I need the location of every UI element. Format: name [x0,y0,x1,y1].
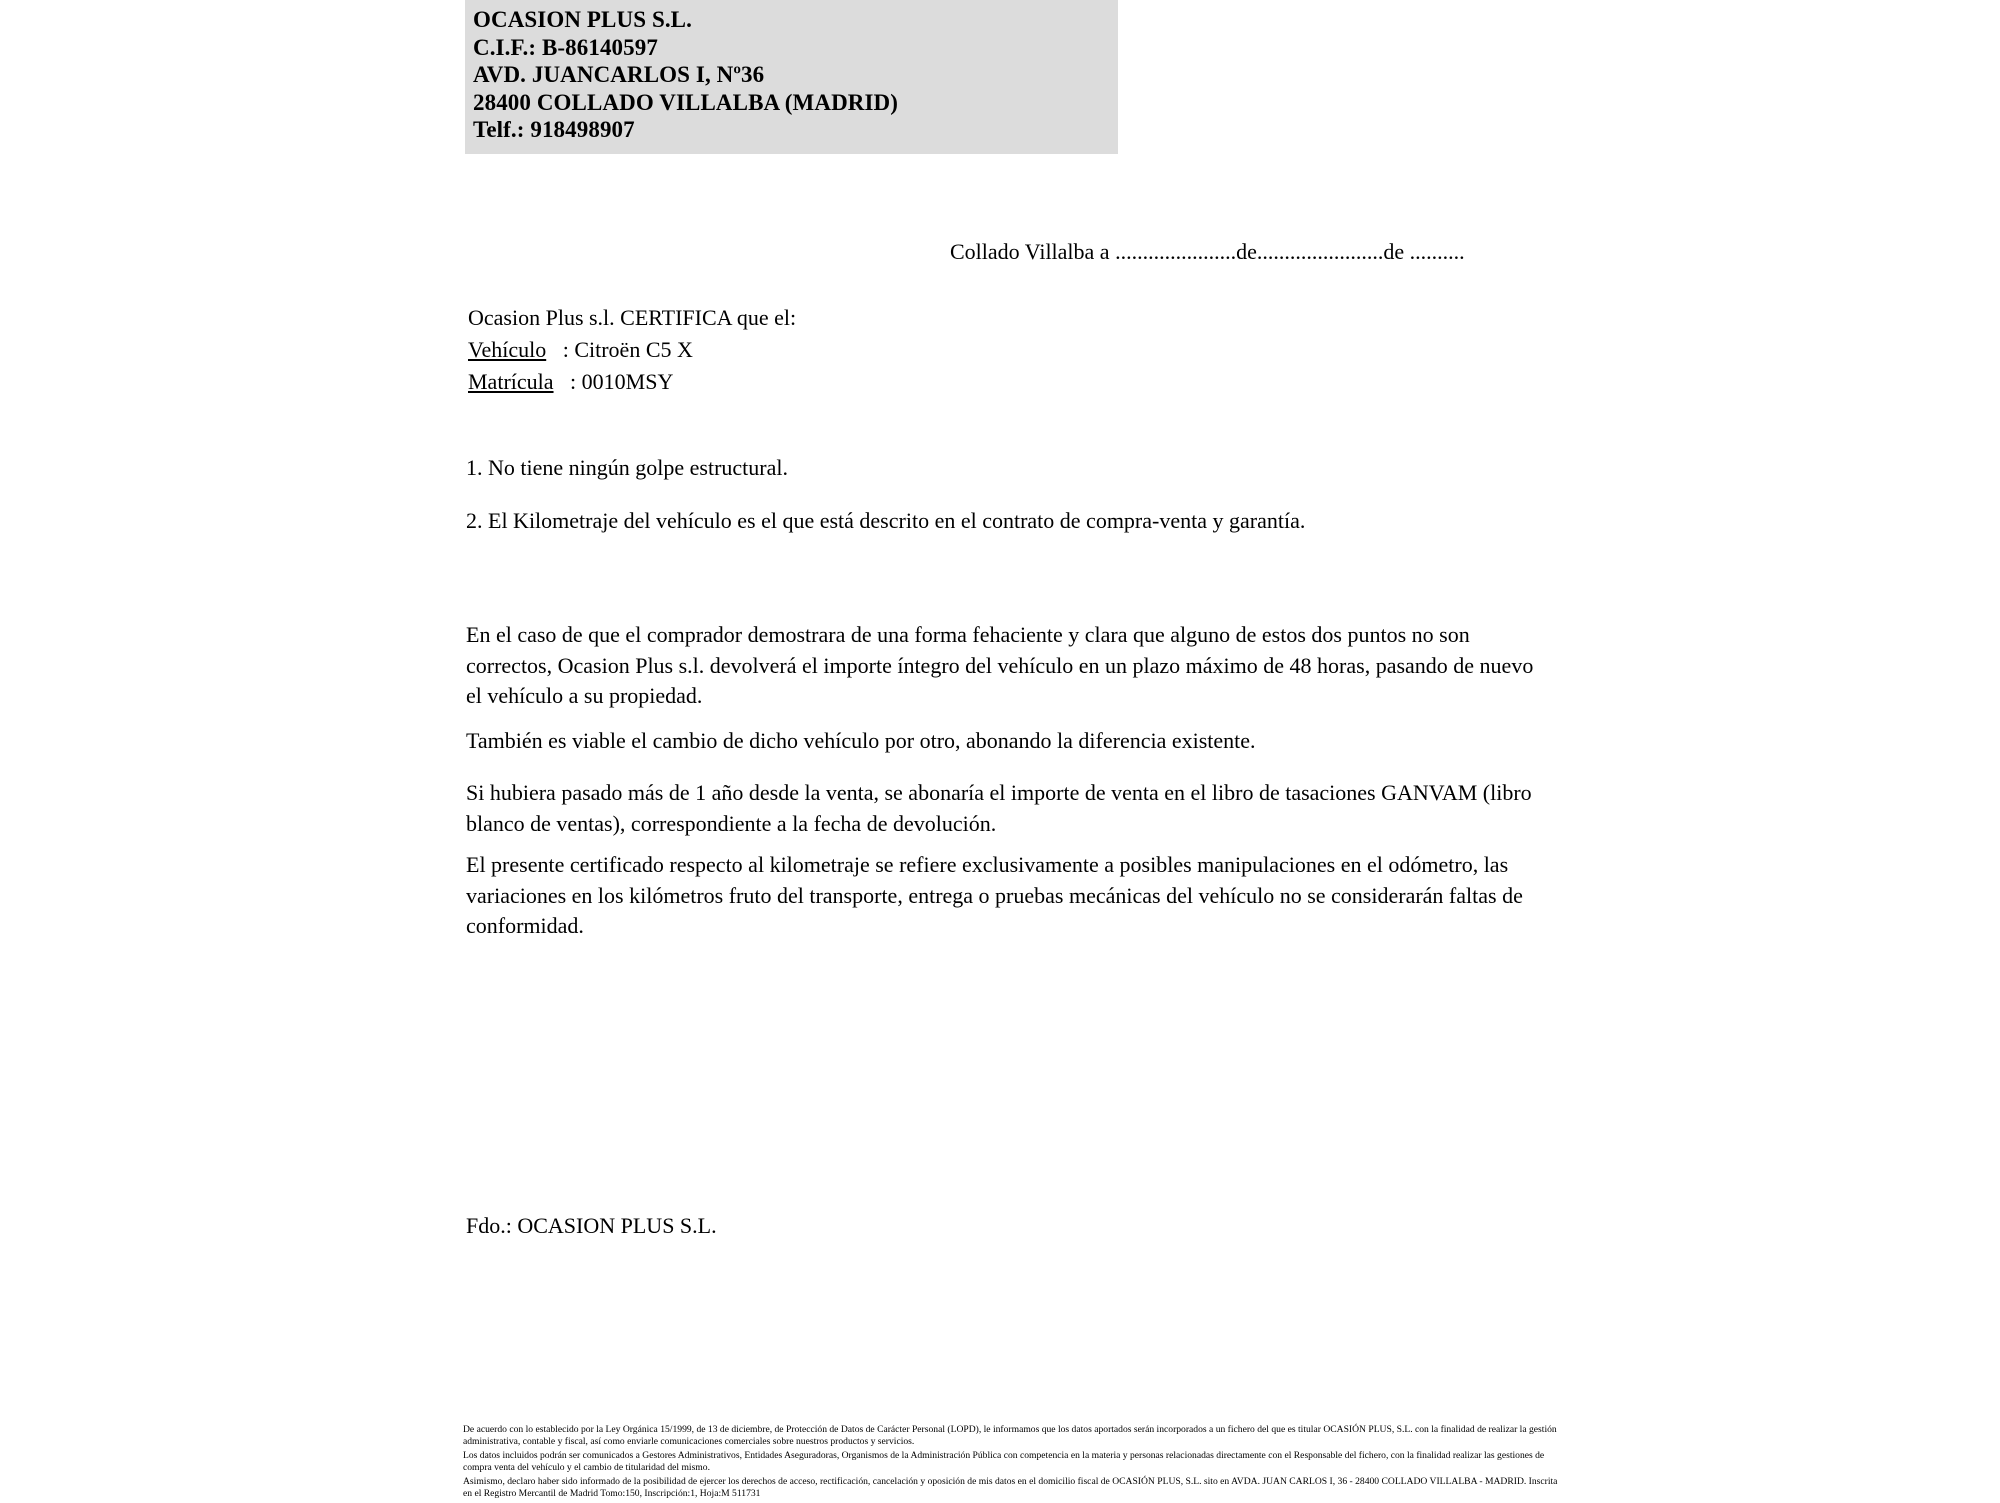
certificate-block [468,302,796,398]
vehicle-value: Citroën C5 X [574,337,693,362]
signature-line: Fdo.: OCASION PLUS S.L. [466,1213,717,1238]
company-street: AVD. JUANCARLOS I, Nº36 [473,62,765,87]
company-name: OCASION PLUS S.L. [473,7,692,32]
vehicle-separator: : [546,337,575,362]
date-line: Collado Villalba a ......................de.......................de .......... [950,239,1465,264]
certificate-intro: Ocasion Plus s.l. CERTIFICA que el: [468,305,797,330]
footer-legal-notice [463,1424,1563,1503]
footer-legal-paragraph-2: Los datos incluidos podrán ser comunicados a Gestores Administrativos, Entidades Aseguradoras, Organismos de la Administración Pública con competencia en la materia y personas relacionadas directamente con el Responsable del fichero, con la finalidad realizar las gestiones de compra venta del vehículo y el cambio de titularidad del mismo. [463,1450,1545,1473]
plate-row [468,366,796,398]
paragraph-exchange-option: También es viable el cambio de dicho vehículo por otro, abonando la diferencia existente. [466,728,1256,753]
paragraph-refund-terms: En el caso de que el comprador demostrara de una forma fehaciente y clara que alguno de estos dos puntos no son correctos, Ocasion Plus s.l. devolverá el importe íntegro del vehículo en un plazo máximo de 48 horas, pasando de nuevo el vehículo a su propiedad. [466,622,1534,708]
vehicle-label: Vehículo [468,337,547,362]
vehicle-row [468,334,796,366]
plate-value: 0010MSY [581,369,674,394]
plate-separator: : [553,369,582,394]
point-item-2: 2. El Kilometraje del vehículo es el que está descrito en el contrato de compra-venta y garantía. [466,508,1306,533]
company-cif: C.I.F.: B-86140597 [473,34,658,60]
footer-legal-paragraph-3: Asimismo, declaro haber sido informado de la posibilidad de ejercer los derechos de acceso, rectificación, cancelación y oposición de mis datos en el domicilio fiscal de OCASIÓN PLUS, S.L. sito en AVDA. JUAN CARLOS I, 36 - 28400 COLLADO VILLALBA - MADRID. Inscrita en el Registro Mercantil de Madrid Tomo:150, Inscripción:1, Hoja:M 511731 [463,1476,1558,1499]
plate-label: Matrícula [468,369,554,394]
company-city: 28400 COLLADO VILLALBA (MADRID) [473,89,899,115]
paragraph-odometer-scope: El presente certificado respecto al kilometraje se refiere exclusivamente a posibles manipulaciones en el odómetro, las variaciones en los kilómetros fruto del transporte, entrega o pruebas mecánicas del vehículo no se considerarán faltas de conformidad. [466,852,1523,938]
paragraph-one-year-clause: Si hubiera pasado más de 1 año desde la venta, se abonaría el importe de venta en el libro de tasaciones GANVAM (libro blanco de ventas), correspondiente a la fecha de devolución. [466,780,1532,836]
company-header-block [465,0,1118,154]
footer-legal-paragraph-1: De acuerdo con lo establecido por la Ley Orgánica 15/1999, de 13 de diciembre, de Protección de Datos de Carácter Personal (LOPD), le informamos que los datos aportados serán incorporados a un fichero del que es titular OCASIÓN PLUS, S.L. con la finalidad de realizar la gestión administrativa, contable y fiscal, así como enviarle comunicaciones comerciales sobre nuestros productos y servicios. [463,1424,1557,1447]
point-item-1: 1. No tiene ningún golpe estructural. [466,455,788,480]
company-phone: Telf.: 918498907 [473,117,635,142]
